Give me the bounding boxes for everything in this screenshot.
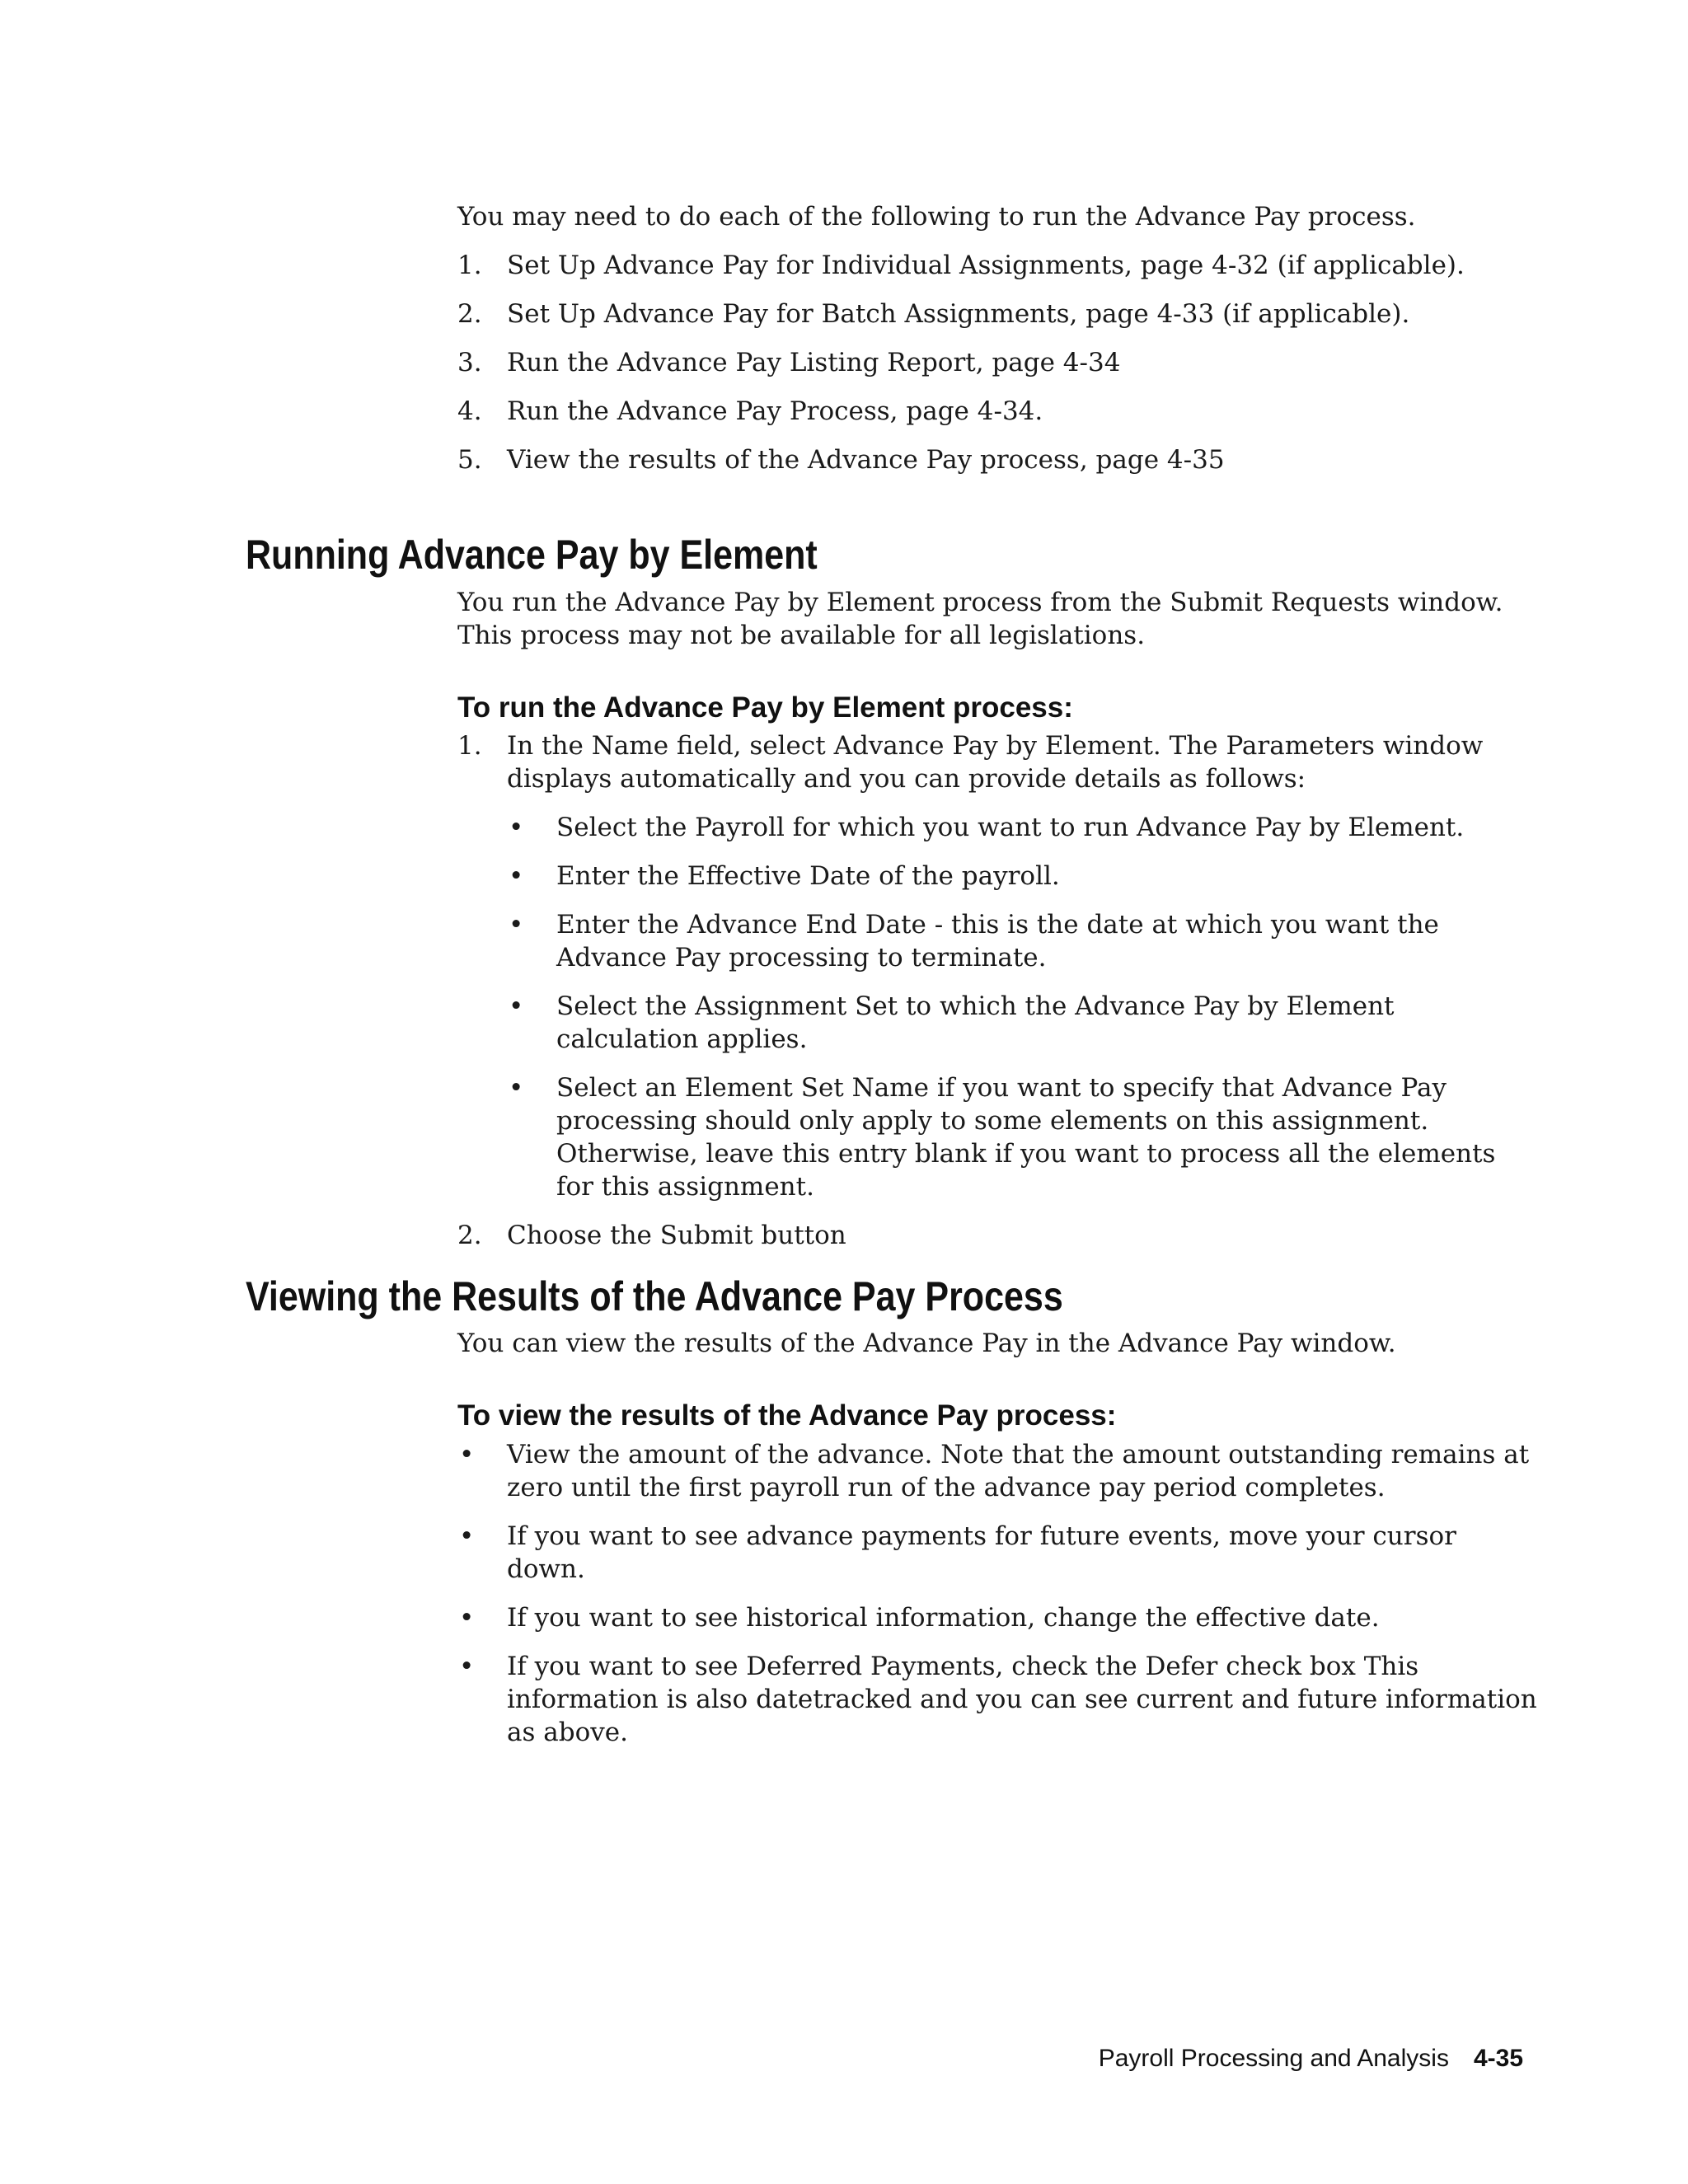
step-number: 5.	[457, 445, 482, 475]
step-number: 2.	[457, 1221, 482, 1250]
section-heading-running-advance-pay: Running Advance Pay by Element	[246, 532, 818, 578]
step-text: Choose the Submit button	[507, 1221, 846, 1250]
bullet-text: Select an Element Set Name if you want to specify that Advance Pay processing should only apply to some elements on this assignment. Otherwise, leave this entry blank if you want to process all the elements for this assignment.	[556, 1073, 1496, 1202]
list-item	[507, 811, 1537, 844]
bullet-text: Enter the Effective Date of the payroll.	[556, 861, 1060, 891]
list-item	[457, 249, 1537, 282]
intro-block	[457, 200, 1537, 492]
bullet-icon: •	[509, 910, 524, 940]
bullet-icon: •	[459, 1521, 475, 1551]
intro-lead: You may need to do each of the following to run the Advance Pay process.	[457, 202, 1416, 232]
section1-subheading: To run the Advance Pay by Element process:	[457, 691, 1073, 724]
list-item	[457, 1601, 1537, 1634]
bullet-text: View the amount of the advance. Note that the amount outstanding remains at zero until the first payroll run of the advance pay period completes.	[507, 1440, 1530, 1502]
step-text: Set Up Advance Pay for Individual Assignments, page 4-32 (if applicable).	[507, 251, 1465, 280]
section1-procedure	[457, 729, 1537, 1268]
list-item	[507, 908, 1537, 974]
list-item	[457, 1438, 1537, 1504]
bullet-text: If you want to see advance payments for future events, move your cursor down.	[507, 1521, 1456, 1584]
section-heading-viewing-results: Viewing the Results of the Advance Pay Process	[246, 1273, 1063, 1319]
bullet-icon: •	[459, 1440, 475, 1469]
list-item	[457, 1520, 1537, 1586]
list-item	[457, 346, 1537, 379]
parameter-bullet-list	[507, 811, 1537, 1203]
step-text: In the Name field, select Advance Pay by Element. The Parameters window displays automatically and you can provide details as follows:	[507, 731, 1484, 794]
list-item	[457, 298, 1537, 330]
step-text: Run the Advance Pay Process, page 4-34.	[507, 396, 1043, 426]
results-bullet-list	[457, 1438, 1537, 1749]
step-number: 2.	[457, 299, 482, 329]
section1-paragraph: You run the Advance Pay by Element process from the Submit Requests window. This process may not be available for all legislations.	[457, 588, 1503, 650]
bullet-text: Select the Payroll for which you want to run Advance Pay by Element.	[556, 813, 1465, 842]
step-number: 4.	[457, 396, 482, 426]
step-number: 1.	[457, 731, 482, 761]
bullet-text: Select the Assignment Set to which the Advance Pay by Element calculation applies.	[556, 991, 1395, 1054]
footer-title: Payroll Processing and Analysis	[1098, 2045, 1449, 2072]
bullet-text: If you want to see Deferred Payments, check the Defer check box This information is also datetracked and you can see current and future information as above.	[507, 1652, 1537, 1747]
step-text: Run the Advance Pay Listing Report, page 4-34	[507, 348, 1121, 377]
section2-subheading: To view the results of the Advance Pay process:	[457, 1399, 1117, 1432]
section2-procedure	[457, 1438, 1537, 1765]
list-item	[507, 860, 1537, 893]
bullet-icon: •	[509, 991, 524, 1021]
step-text: View the results of the Advance Pay process, page 4-35	[507, 445, 1225, 475]
list-item	[507, 1071, 1537, 1203]
section2-paragraph: You can view the results of the Advance Pay in the Advance Pay window.	[457, 1329, 1396, 1358]
bullet-icon: •	[459, 1652, 475, 1681]
bullet-icon: •	[509, 813, 524, 842]
bullet-icon: •	[509, 861, 524, 891]
list-item	[457, 443, 1537, 476]
step-number: 1.	[457, 251, 482, 280]
step-number: 3.	[457, 348, 482, 377]
list-item	[507, 990, 1537, 1056]
list-item	[457, 1650, 1537, 1749]
procedure-step-1	[457, 729, 1537, 1203]
step-text: Set Up Advance Pay for Batch Assignments, page 4-33 (if applicable).	[507, 299, 1410, 329]
intro-step-list	[457, 249, 1537, 476]
bullet-icon: •	[509, 1073, 524, 1103]
bullet-text: Enter the Advance End Date - this is the date at which you want the Advance Pay processing to terminate.	[556, 910, 1439, 972]
procedure-step-2	[457, 1219, 1537, 1252]
list-item	[457, 395, 1537, 428]
page-number: 4-35	[1473, 2045, 1523, 2072]
page-footer	[1099, 2042, 1523, 2075]
bullet-text: If you want to see historical information, change the effective date.	[507, 1603, 1380, 1633]
bullet-icon: •	[459, 1603, 475, 1633]
